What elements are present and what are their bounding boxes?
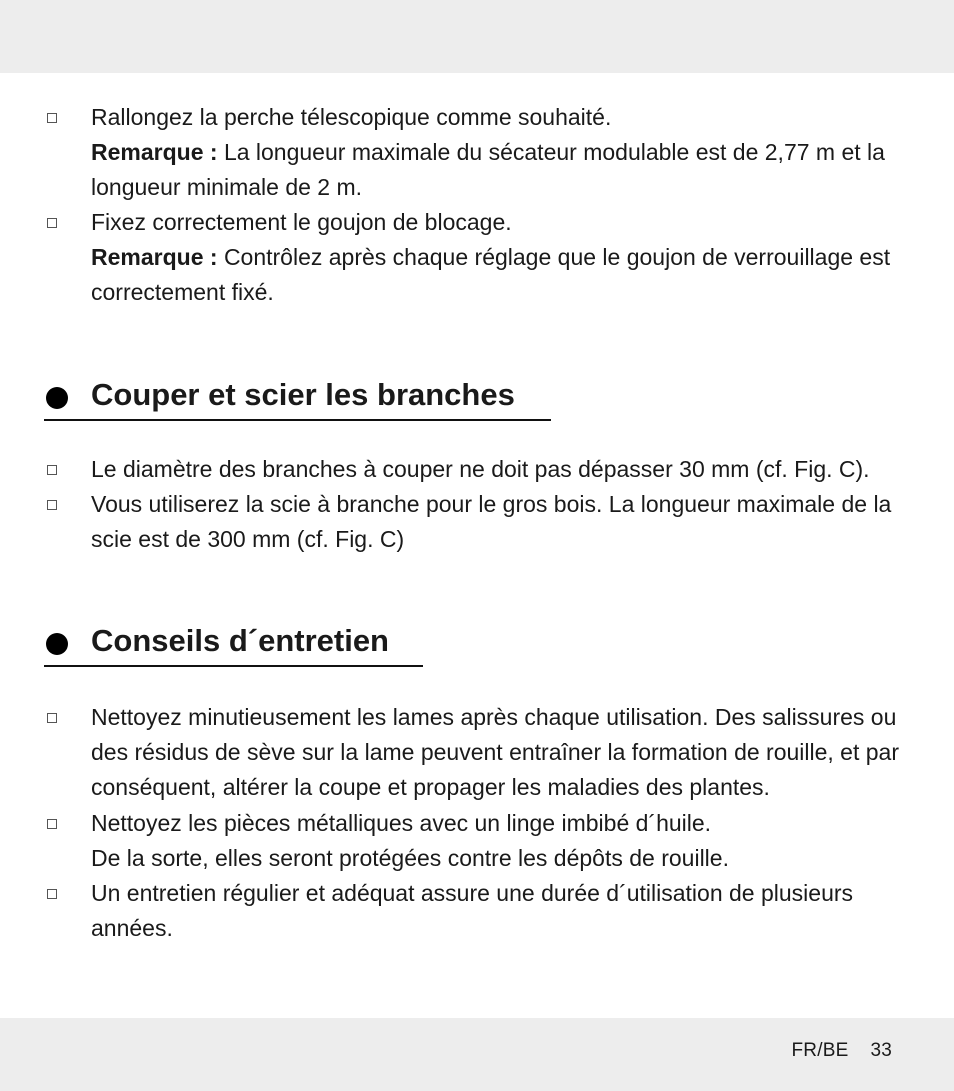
note	[91, 240, 921, 310]
note-label: Remarque :	[91, 244, 218, 270]
item-text-continued: De la sorte, elles seront protégées contre les dépôts de rouille.	[91, 845, 729, 871]
page-footer	[792, 1040, 893, 1062]
list-item: Le diamètre des branches à couper ne doit pas dépasser 30 mm (cf. Fig. C).	[91, 456, 870, 482]
bullet-dot-icon	[46, 387, 68, 409]
item-text: Fixez correctement le goujon de blocage.	[91, 209, 512, 235]
page-number: 33	[870, 1040, 892, 1061]
section-title: Couper et scier les branches	[91, 377, 515, 412]
item-text: Nettoyez les pièces métalliques avec un linge imbibé d´huile.	[91, 810, 712, 836]
note-text: La longueur maximale du sécateur modulable est de 2,77 m et la longueur minimale de 2 m.	[91, 139, 885, 200]
list-item: Un entretien régulier et adéquat assure une durée d´utilisation de plusieurs années.	[91, 880, 854, 941]
note-label: Remarque :	[91, 139, 218, 165]
bullet-box-icon	[47, 500, 57, 510]
bullet-box-icon	[47, 713, 57, 723]
item-text: Rallongez la perche télescopique comme souhaité.	[91, 104, 612, 130]
bullet-dot-icon	[46, 633, 68, 655]
note	[91, 135, 921, 205]
bullet-box-icon	[47, 465, 57, 475]
list-item	[91, 806, 921, 876]
list-item: Nettoyez minutieusement les lames après chaque utilisation. Des salissures ou des résidus de sève sur la lame peuvent entraîner la formation de rouille, et par conséquent, altérer la coupe et propager les maladies des plantes.	[91, 704, 899, 800]
section-heading	[44, 621, 423, 667]
bullet-box-icon	[47, 218, 57, 228]
list-item: Vous utiliserez la scie à branche pour le gros bois. La longueur maximale de la scie est de 300 mm (cf. Fig. C)	[91, 491, 892, 552]
bullet-box-icon	[47, 819, 57, 829]
header-band	[0, 0, 954, 73]
section-title: Conseils d´entretien	[91, 623, 389, 658]
list-item	[91, 205, 921, 310]
footer-locale: FR/BE	[791, 1040, 849, 1061]
list-item	[91, 100, 921, 205]
note-text: Contrôlez après chaque réglage que le goujon de verrouillage est correctement fixé.	[91, 244, 891, 305]
bullet-box-icon	[47, 889, 57, 899]
bullet-box-icon	[47, 113, 57, 123]
section-heading	[44, 375, 551, 421]
